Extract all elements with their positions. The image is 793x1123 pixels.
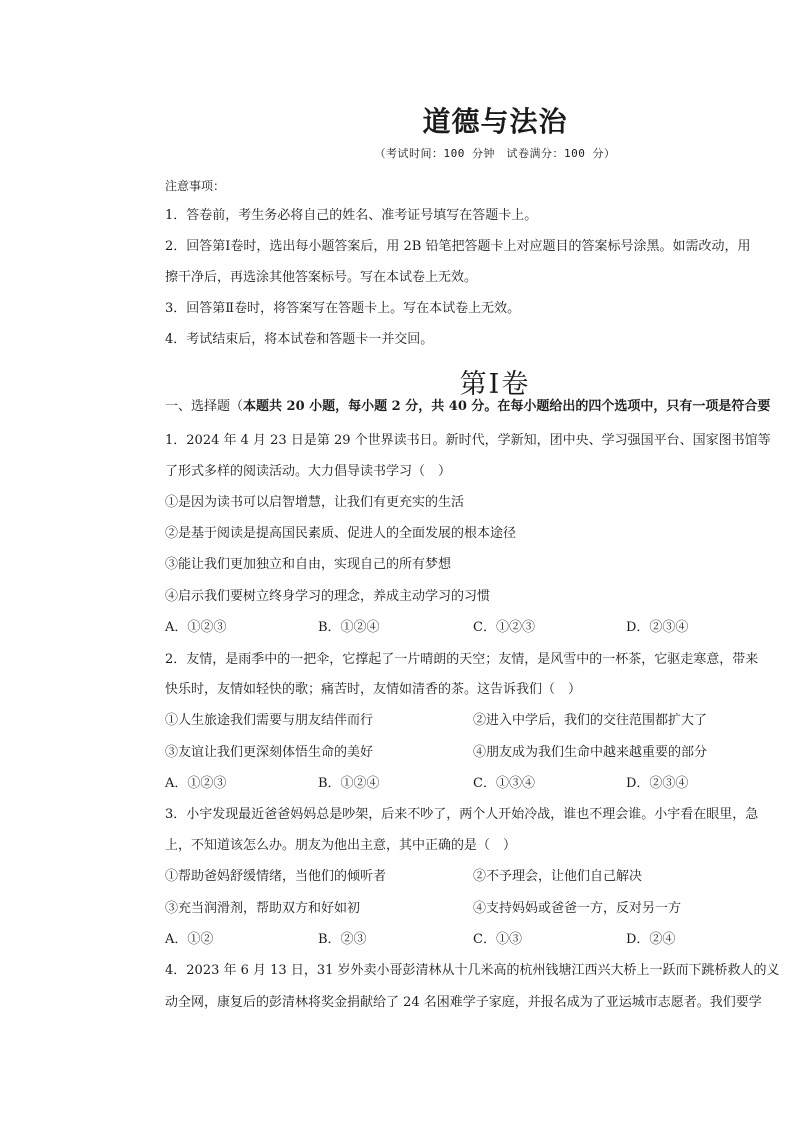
q3-statement: ①帮助爸妈舒缓情绪，当他们的倾听者 — [165, 869, 387, 884]
q3-option-a: A．①② — [165, 932, 214, 947]
q2-statement: ①人生旅途我们需要与朋友结伴而行 — [165, 713, 374, 728]
notice-item: 1．答卷前，考生务必将自己的姓名、准考证号填写在答题卡上。 — [165, 208, 538, 223]
q1-statement: ①是因为读书可以启智增慧，让我们有更充实的生活 — [165, 495, 465, 510]
q1-option-b: B．①②④ — [318, 620, 380, 635]
instruction-bold: 本题共 20 小题，每小题 2 分，共 40 分。在每小题给出的四个选项中，只有一项是符合要 — [243, 399, 771, 414]
section-title: 第Ⅰ卷 — [459, 369, 531, 400]
q2-stem: 2．友情，是雨季中的一把伞，它撑起了一片晴朗的天空；友情，是风雪中的一杯茶，它驱走寒意，带来 — [165, 652, 759, 667]
q3-stem: 3．小宇发现最近爸爸妈妈总是吵架，后来不吵了，两个人开始冷战，谁也不理会谁。小宇看在眼里，急 — [165, 807, 759, 822]
q1-stem: 1．2024 年 4 月 23 日是第 29 个世界读书日。新时代，学新知，团中央、学习强国平台、国家图书馆等 — [165, 433, 771, 448]
q4-stem: 4．2023 年 6 月 13 日，31 岁外卖小哥彭清林从十几米高的杭州钱塘江西兴大桥上一跃而下跳桥救人的义 — [165, 963, 780, 978]
q1-statement: ②是基于阅读是提高国民素质、促进人的全面发展的根本途径 — [165, 526, 517, 541]
q1-option-a: A．①②③ — [165, 620, 227, 635]
q3-statement: ④支持妈妈或爸爸一方，反对另一方 — [473, 901, 682, 916]
q2-option-d: D．②③④ — [626, 776, 689, 791]
q1-statement: ④启示我们要树立终身学习的理念，养成主动学习的习惯 — [165, 589, 491, 604]
q2-statement: ③友谊让我们更深刻体悟生命的美好 — [165, 745, 374, 760]
q2-option-a: A．①②③ — [165, 776, 227, 791]
q1-option-d: D．②③④ — [626, 620, 689, 635]
q2-option-c: C．①③④ — [473, 776, 535, 791]
q2-statement: ④朋友成为我们生命中越来越重要的部分 — [473, 745, 708, 760]
instruction-prefix: 一、选择题（ — [165, 399, 244, 414]
q3-stem-continued: 上，不知道该怎么办。朋友为他出主意，其中正确的是（ ） — [165, 838, 517, 853]
q1-option-c: C．①②③ — [473, 620, 535, 635]
page-title: 道德与法治 — [422, 105, 568, 138]
q1-statement: ③能让我们更加独立和自由，实现自己的所有梦想 — [165, 557, 452, 572]
notice-heading: 注意事项： — [165, 179, 226, 193]
notice-item: 3．回答第Ⅱ卷时，将答案写在答题卡上。写在本试卷上无效。 — [165, 301, 521, 316]
q3-statement: ②不予理会，让他们自己解决 — [473, 869, 643, 884]
section-instruction — [165, 398, 770, 416]
q1-stem-continued: 了形式多样的阅读活动。大力倡导读书学习（ ） — [165, 464, 452, 479]
q4-stem-continued: 动全网，康复后的彭清林将奖金捐献给了 24 名困难学子家庭，并报名成为了亚运城市志愿者。我们要学 — [165, 995, 762, 1010]
q3-option-d: D．②④ — [626, 932, 676, 947]
q3-option-b: B．②③ — [318, 932, 367, 947]
q2-statement: ②进入中学后，我们的交往范围都扩大了 — [473, 713, 708, 728]
q3-statement: ③充当润滑剂，帮助双方和好如初 — [165, 901, 361, 916]
q3-option-c: C．①③ — [473, 932, 522, 947]
notice-item: 4．考试结束后，将本试卷和答题卡一并交回。 — [165, 332, 434, 347]
notice-item-continued: 擦干净后，再选涂其他答案标号。写在本试卷上无效。 — [165, 270, 478, 285]
exam-info: （考试时间：100 分钟 试卷满分：100 分） — [374, 147, 616, 160]
notice-item: 2．回答第Ⅰ卷时，选出每小题答案后，用 2B 铅笔把答题卡上对应题目的答案标号涂黑。如需改动，用 — [165, 239, 751, 254]
q2-option-b: B．①②④ — [318, 776, 380, 791]
q2-stem-continued: 快乐时，友情如轻快的歌；痛苦时，友情如清香的茶。这告诉我们（ ） — [165, 682, 582, 697]
